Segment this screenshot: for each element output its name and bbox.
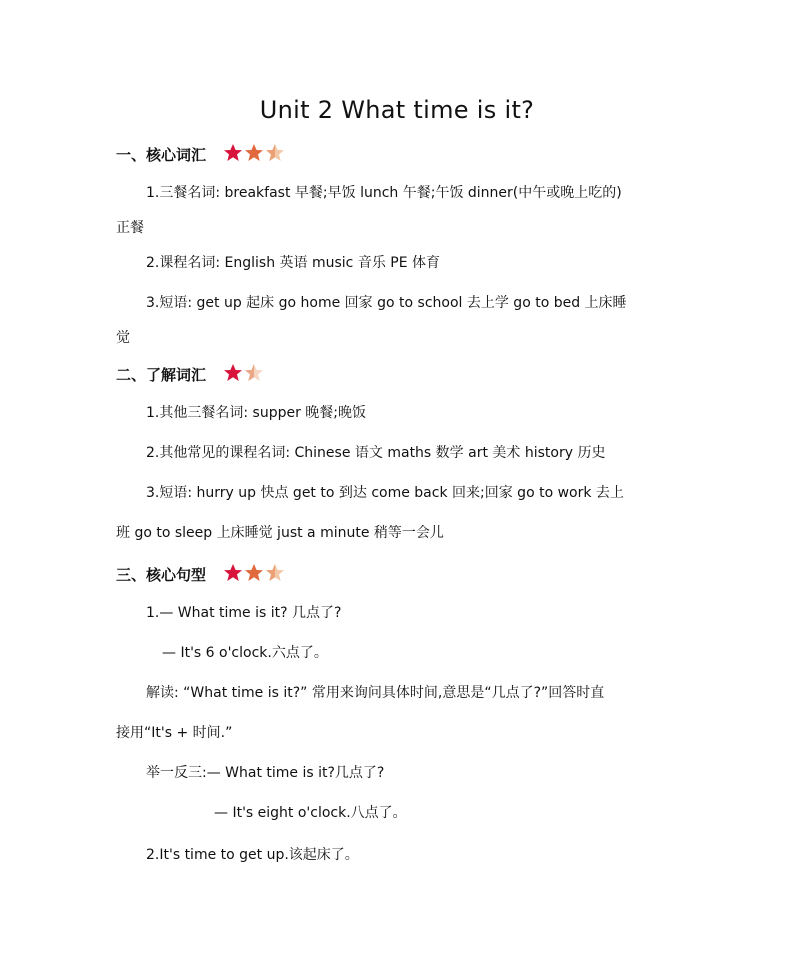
sentence-line: — It's 6 o'clock.六点了。 (162, 645, 328, 661)
sentence-line: 2.It's time to get up.该起床了。 (146, 847, 359, 863)
vocab-line: 1.三餐名词: breakfast 早餐;早饭 lunch 午餐;午饭 dinner(中午或晚上吃的) (146, 185, 622, 201)
vocab-line: 3.短语: hurry up 快点 get to 到达 come back 回来;回家 go to work 去上 (146, 485, 624, 501)
section-heading-text: 二、了解词汇 (116, 366, 207, 384)
section-heading-extra-vocabulary (116, 363, 265, 385)
vocab-line: 正餐 (116, 220, 144, 236)
page-title: Unit 2 What time is it? (259, 96, 535, 124)
section-heading-text: 一、核心词汇 (116, 146, 207, 164)
difficulty-stars (223, 363, 265, 382)
example-line: 举一反三:— What time is it?几点了? (146, 765, 385, 781)
half-star-icon (265, 563, 285, 582)
difficulty-stars (223, 563, 286, 582)
star-icon (244, 563, 264, 582)
star-icon (223, 143, 243, 162)
section-heading-core-sentences (116, 563, 286, 585)
vocab-line: 1.其他三餐名词: supper 晚餐;晚饭 (146, 405, 367, 421)
half-star-icon (265, 143, 285, 162)
explanation-line: 接用“It's + 时间.” (116, 725, 233, 741)
section-heading-text: 三、核心句型 (116, 566, 207, 584)
section-heading-core-vocabulary (116, 143, 286, 165)
vocab-line: 2.其他常见的课程名词: Chinese 语文 maths 数学 art 美术 history 历史 (146, 445, 606, 461)
example-line: — It's eight o'clock.八点了。 (214, 805, 407, 821)
sentence-line: 1.— What time is it? 几点了? (146, 605, 342, 621)
half-star-icon (244, 363, 264, 382)
vocab-line: 觉 (116, 330, 130, 346)
vocab-line: 3.短语: get up 起床 go home 回家 go to school 去上学 go to bed 上床睡 (146, 295, 627, 311)
star-icon (223, 563, 243, 582)
vocab-line: 2.课程名词: English 英语 music 音乐 PE 体育 (146, 255, 441, 271)
difficulty-stars (223, 143, 286, 162)
vocab-line: 班 go to sleep 上床睡觉 just a minute 稍等一会儿 (116, 525, 444, 541)
explanation-line: 解读: “What time is it?” 常用来询问具体时间,意思是“几点了?”回答时直 (146, 685, 605, 701)
star-icon (223, 363, 243, 382)
star-icon (244, 143, 264, 162)
